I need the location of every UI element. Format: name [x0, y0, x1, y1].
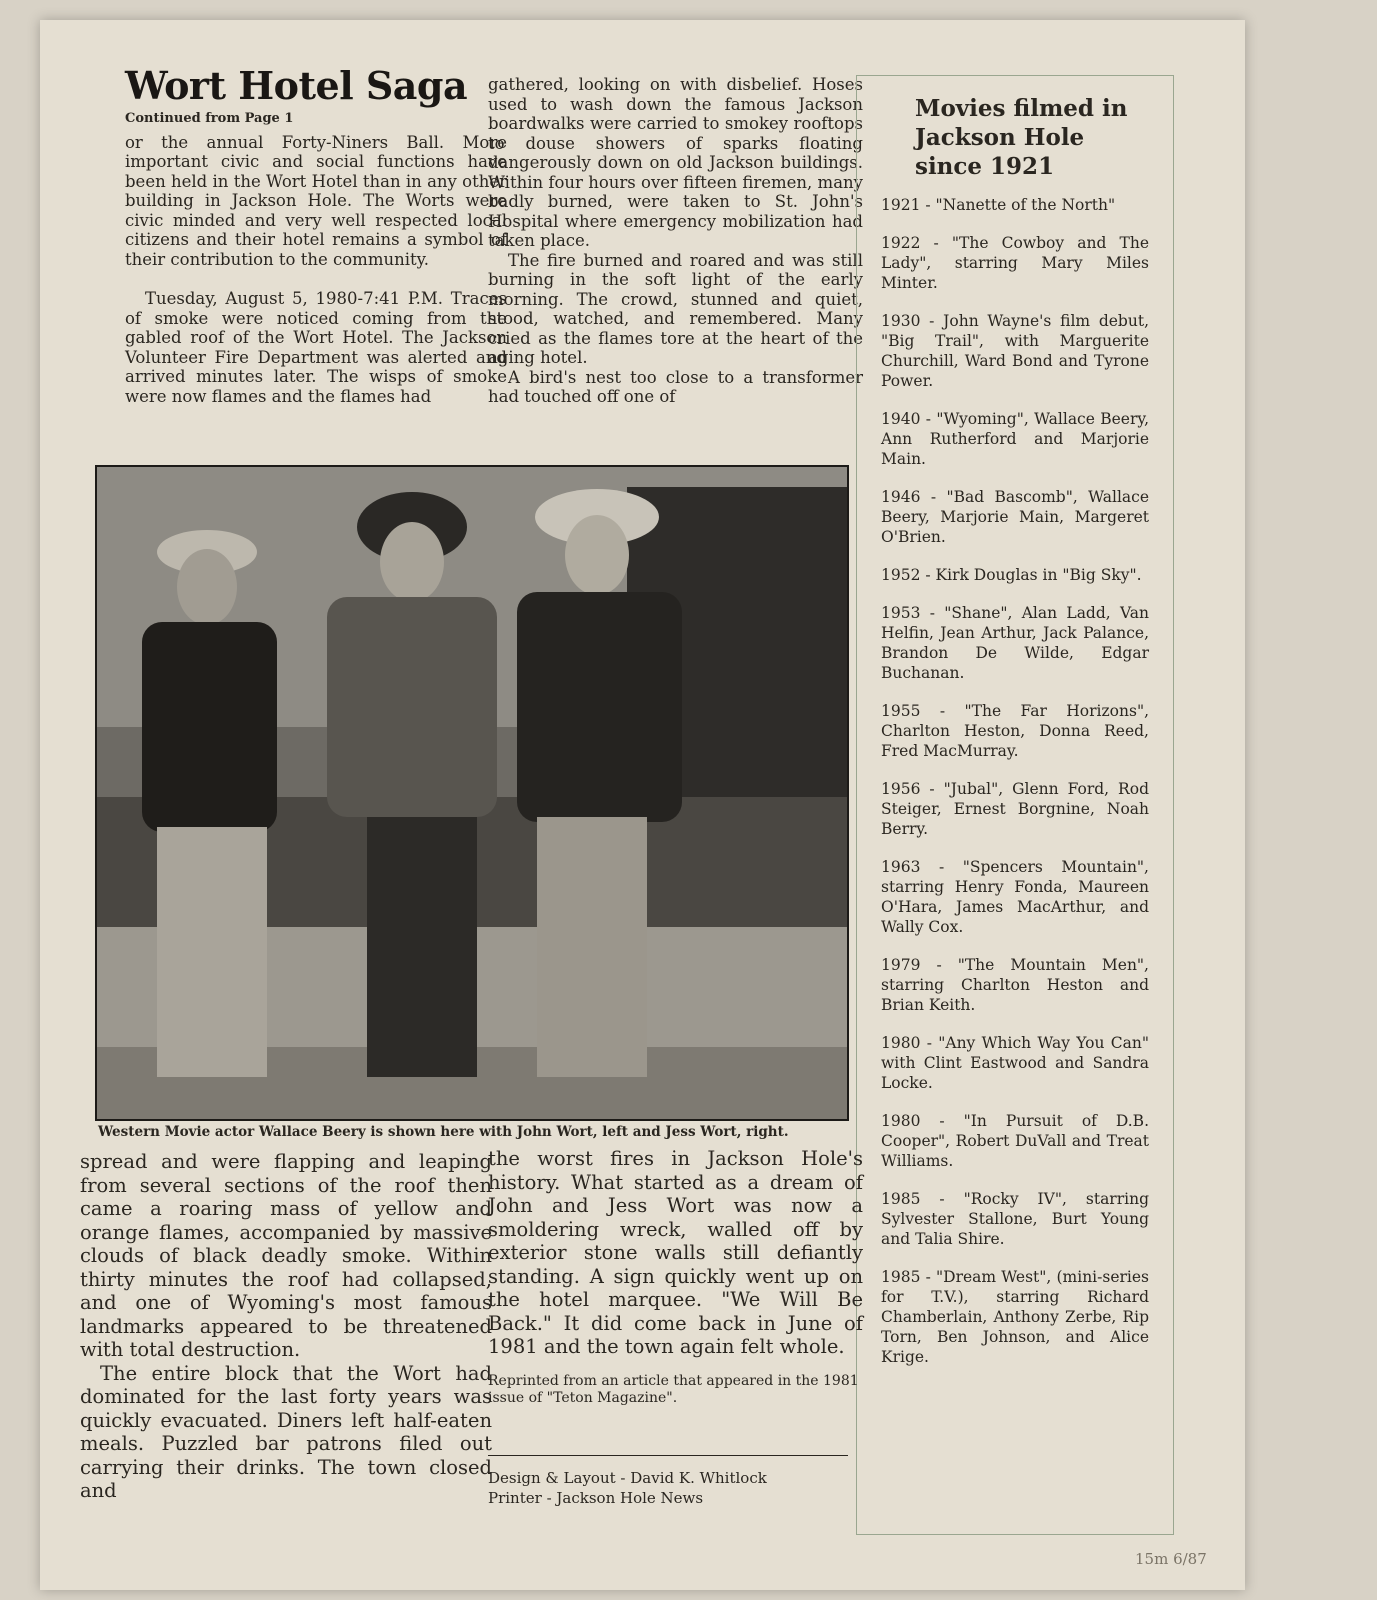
movie-entry: 1956 - "Jubal", Glenn Ford, Rod Steiger, Ernest Borgnine, Noah Berry.	[881, 780, 1149, 838]
movie-entry: 1922 - "The Cowboy and The Lady", starring Mary Miles Minter.	[881, 234, 1149, 292]
credit-design: Design & Layout - David K. Whitlock	[488, 1468, 767, 1487]
article-column-4	[488, 1147, 863, 1508]
article-paragraph: A bird's nest too close to a transformer had touched off one of	[488, 367, 863, 406]
movie-entry: 1952 - Kirk Douglas in "Big Sky".	[881, 566, 1142, 584]
movie-entry: 1921 - "Nanette of the North"	[881, 196, 1116, 214]
movie-entry: 1985 - "Dream West", (mini-series for T.V.), starring Richard Chamberlain, Anthony Zerbe, Rip Torn, Ben Johnson, and Alice Krige.	[881, 1268, 1149, 1366]
movie-entry: 1946 - "Bad Bascomb", Wallace Beery, Marjorie Main, Margeret O'Brien.	[881, 488, 1149, 546]
sidebar-title-line: Jackson Hole	[915, 124, 1085, 151]
movie-entry: 1985 - "Rocky IV", starring Sylvester Stallone, Burt Young and Talia Shire.	[881, 1190, 1149, 1248]
photo-image	[97, 467, 847, 1119]
movie-entry: 1930 - John Wayne's film debut, "Big Trail", with Marguerite Churchill, Ward Bond and Tyrone Power.	[881, 312, 1149, 390]
sidebar-title	[915, 94, 1149, 181]
movie-entry: 1980 - "In Pursuit of D.B. Cooper", Robert DuVall and Treat Williams.	[881, 1112, 1149, 1170]
credit-printer: Printer - Jackson Hole News	[488, 1488, 704, 1507]
article-paragraph: The entire block that the Wort had dominated for the last forty years was quickly evacuated. Diners left half-eaten meals. Puzzled bar patrons filed out carrying their drinks. The town closed and	[80, 1361, 492, 1502]
article-paragraph: The fire burned and roared and was still burning in the soft light of the early morning. The crowd, stunned and quiet, stood, watched, and remembered. Many cried as the flames tore at the heart of the aging hotel.	[488, 250, 863, 367]
divider	[488, 1455, 848, 1456]
article-paragraph: Tuesday, August 5, 1980-7:41 P.M. Traces of smoke were noticed coming from the gabled roof of the Wort Hotel. The Jackson Volunteer Fire Department was alerted and arrived minutes later. The wisps of smoke were now flames and the flames had	[125, 289, 507, 406]
movie-entry: 1953 - "Shane", Alan Ladd, Van Helfin, Jean Arthur, Jack Palance, Brandon De Wilde, Edgar Buchanan.	[881, 604, 1149, 682]
article-column-1	[125, 65, 507, 406]
movie-list	[881, 195, 1149, 1367]
article-paragraph: the worst fires in Jackson Hole's history. What started as a dream of John and Jess Wort was now a smoldering wreck, walled off by exterior stone walls still defiantly standing. A sign quickly went up on the hotel marquee. "We Will Be Back." It did come back in June of 1981 and the town again felt whole.	[488, 1147, 863, 1358]
article-column-2	[488, 75, 863, 407]
magazine-page	[40, 20, 1245, 1590]
article-paragraph: spread and were flapping and leaping from several sections of the roof then came a roaring mass of yellow and orange flames, accompanied by massive clouds of black deadly smoke. Within thirty minutes the roof had collapsed, and one of Wyoming's most famous landmarks appeared to be threatened with total destruction.	[80, 1150, 492, 1361]
movie-entry: 1940 - "Wyoming", Wallace Beery, Ann Rutherford and Marjorie Main.	[881, 410, 1149, 468]
sidebar-title-line: Movies filmed in	[915, 95, 1128, 122]
photo-caption: Western Movie actor Wallace Beery is shown here with John Wort, left and Jess Wort, right.	[98, 1124, 789, 1140]
article-column-3	[80, 1150, 492, 1503]
article-paragraph: or the annual Forty-Niners Ball. More important civic and social functions have been held in the Wort Hotel than in any other building in Jackson Hole. The Worts were civic minded and very well respected local citizens and their hotel remains a symbol of their contribution to the community.	[125, 132, 507, 269]
movies-sidebar	[856, 75, 1174, 1535]
reprint-note: Reprinted from an article that appeared in the 1981 issue of "Teton Magazine".	[488, 1372, 859, 1406]
movie-entry: 1979 - "The Mountain Men", starring Charlton Heston and Brian Keith.	[881, 956, 1149, 1014]
movie-entry: 1980 - "Any Which Way You Can" with Clint Eastwood and Sandra Locke.	[881, 1034, 1149, 1092]
print-code: 15m 6/87	[1135, 1550, 1207, 1568]
sidebar-title-line: since 1921	[915, 153, 1055, 180]
credits	[488, 1468, 863, 1508]
movie-entry: 1963 - "Spencers Mountain", starring Henry Fonda, Maureen O'Hara, James MacArthur, and Wally Cox.	[881, 858, 1149, 936]
photo-three-men	[95, 465, 849, 1121]
movie-entry: 1955 - "The Far Horizons", Charlton Heston, Donna Reed, Fred MacMurray.	[881, 702, 1149, 760]
article-title: Wort Hotel Saga	[125, 63, 468, 108]
article-paragraph: gathered, looking on with disbelief. Hoses used to wash down the famous Jackson boardwalks were carried to smokey rooftops to douse showers of sparks floating dangerously down on old Jackson buildings. Within four hours over fifteen firemen, many badly burned, were taken to St. John's Hospital where emergency mobilization had taken place.	[488, 75, 863, 250]
continued-note: Continued from Page 1	[125, 111, 294, 126]
